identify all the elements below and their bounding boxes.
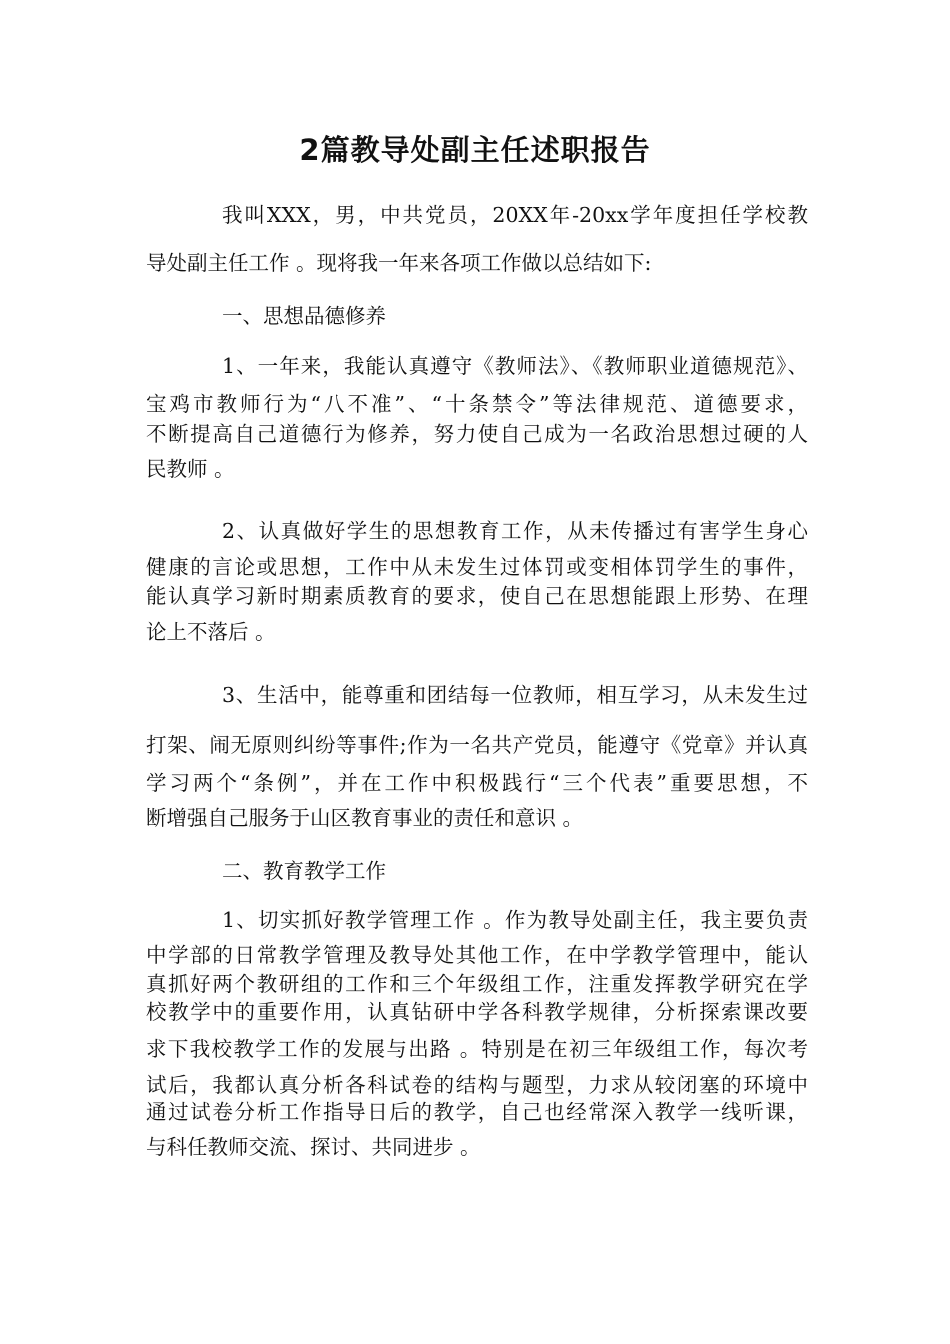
paragraph-line: 打架、闹无原则纠纷等事件;作为一名共产党员，能遵守《党章》并认真 — [146, 733, 808, 757]
section-heading: 二、教育教学工作 — [222, 859, 386, 883]
paragraph-line: 与科任教师交流、探讨、共同进步 。 — [146, 1135, 481, 1159]
paragraph-line: 断增强自己服务于山区教育事业的责任和意识 。 — [146, 806, 584, 830]
paragraph-line: 真抓好两个教研组的工作和三个年级组工作，注重发挥教学研究在学 — [146, 972, 808, 996]
paragraph-line: 求下我校教学工作的发展与出路 。特别是在初三年级组工作，每次考 — [146, 1037, 808, 1061]
paragraph-line: 学习两个“条例”，并在工作中积极践行“三个代表”重要思想，不 — [146, 771, 808, 795]
paragraph-line: 校教学中的重要作用，认真钻研中学各科教学规律，分析探索课改要 — [146, 1000, 808, 1024]
paragraph-line: 通过试卷分析工作指导日后的教学，自己也经常深入教学一线听课， — [146, 1100, 808, 1124]
paragraph-line: 我叫XXX，男，中共党员，20XX年-20xx学年度担任学校教 — [222, 203, 808, 227]
paragraph-line: 1、一年来，我能认真遵守《教师法》、《教师职业道德规范》、 — [222, 354, 808, 378]
paragraph-line: 2、认真做好学生的思想教育工作，从未传播过有害学生身心 — [222, 519, 808, 543]
paragraph-line: 3、生活中，能尊重和团结每一位教师，相互学习，从未发生过 — [222, 683, 808, 707]
paragraph-line: 试后，我都认真分析各科试卷的结构与题型，力求从较闭塞的环境中 — [146, 1073, 808, 1097]
paragraph-line: 论上不落后 。 — [146, 620, 276, 644]
paragraph-line: 不断提高自己道德行为修养，努力使自己成为一名政治思想过硬的人 — [146, 422, 808, 446]
paragraph-line: 1、切实抓好教学管理工作 。作为教导处副主任，我主要负责 — [222, 908, 808, 932]
section-heading: 一、思想品德修养 — [222, 304, 386, 328]
paragraph-line: 宝鸡市教师行为“八不准”、“十条禁令”等法律规范、道德要求， — [146, 392, 808, 416]
paragraph-line: 健康的言论或思想，工作中从未发生过体罚或变相体罚学生的事件， — [146, 555, 808, 579]
paragraph-line: 民教师 。 — [146, 457, 235, 481]
paragraph-line: 导处副主任工作 。现将我一年来各项工作做以总结如下: — [146, 251, 652, 275]
document-title: 2篇教导处副主任述职报告 — [299, 133, 651, 167]
paragraph-line: 中学部的日常教学管理及教导处其他工作，在中学教学管理中，能认 — [146, 943, 808, 967]
paragraph-line: 能认真学习新时期素质教育的要求，使自己在思想能跟上形势、在理 — [146, 584, 808, 608]
